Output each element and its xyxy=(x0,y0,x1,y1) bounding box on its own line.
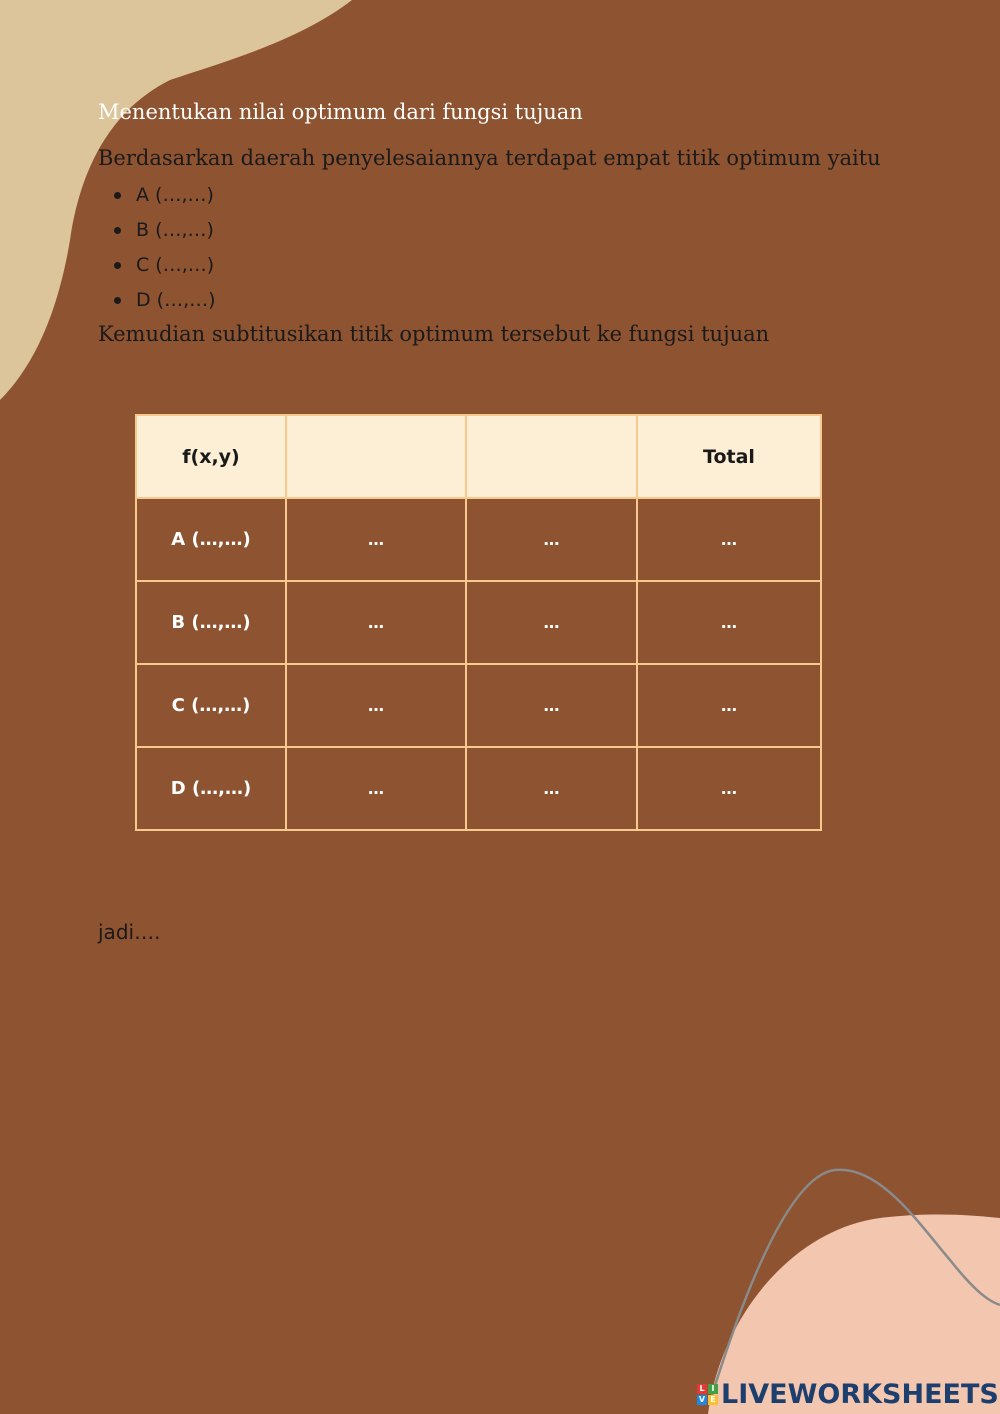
bullet-icon xyxy=(114,227,121,234)
table-row xyxy=(136,664,821,747)
answer-cell[interactable]: … xyxy=(637,581,821,664)
answer-cell[interactable]: … xyxy=(286,747,466,830)
bullet-icon xyxy=(114,297,121,304)
brand-name: LIVEWORKSHEETS xyxy=(721,1378,999,1410)
logo-letter: V xyxy=(698,1394,706,1404)
bullet-icon xyxy=(114,192,121,199)
logo-letter: L xyxy=(697,1384,707,1394)
answer-cell[interactable]: … xyxy=(466,747,637,830)
table-row xyxy=(136,498,821,581)
liveworksheets-logo xyxy=(697,1378,999,1410)
answer-cell[interactable]: … xyxy=(637,664,821,747)
point-label: D (…,…) xyxy=(136,289,216,311)
point-label: B (…,…) xyxy=(136,219,214,241)
point-label: A (…,…) xyxy=(136,184,214,206)
answer-cell[interactable]: … xyxy=(466,498,637,581)
logo-letter: I xyxy=(708,1384,718,1394)
table-row xyxy=(136,581,821,664)
row-label: D (…,…) xyxy=(136,747,286,830)
instruction-text: Kemudian subtitusikan titik optimum tersebut ke fungsi tujuan xyxy=(98,322,770,346)
conclusion-text: jadi…. xyxy=(98,920,161,944)
list-item xyxy=(98,285,216,320)
substitution-table xyxy=(135,414,822,831)
table-row xyxy=(136,747,821,830)
section-heading: Menentukan nilai optimum dari fungsi tujuan xyxy=(98,100,583,124)
list-item xyxy=(98,250,216,285)
list-item xyxy=(98,215,216,250)
answer-cell[interactable]: … xyxy=(466,581,637,664)
point-label: C (…,…) xyxy=(136,254,215,276)
answer-cell[interactable]: … xyxy=(637,747,821,830)
header-cell-total: Total xyxy=(637,415,821,498)
logo-mark-icon xyxy=(697,1384,718,1405)
header-cell-fxy: f(x,y) xyxy=(136,415,286,498)
row-label: C (…,…) xyxy=(136,664,286,747)
header-cell-blank-1 xyxy=(286,415,466,498)
optimum-points-list xyxy=(98,180,216,320)
intro-text: Berdasarkan daerah penyelesaiannya terdapat empat titik optimum yaitu xyxy=(98,146,881,170)
logo-letter: E xyxy=(708,1395,718,1405)
bullet-icon xyxy=(114,262,121,269)
answer-cell[interactable]: … xyxy=(466,664,637,747)
list-item xyxy=(98,180,216,215)
row-label: B (…,…) xyxy=(136,581,286,664)
answer-cell[interactable]: … xyxy=(286,498,466,581)
row-label: A (…,…) xyxy=(136,498,286,581)
answer-cell[interactable]: … xyxy=(286,664,466,747)
answer-cell[interactable]: … xyxy=(637,498,821,581)
answer-cell[interactable]: … xyxy=(286,581,466,664)
header-cell-blank-2 xyxy=(466,415,637,498)
table-header-row xyxy=(136,415,821,498)
